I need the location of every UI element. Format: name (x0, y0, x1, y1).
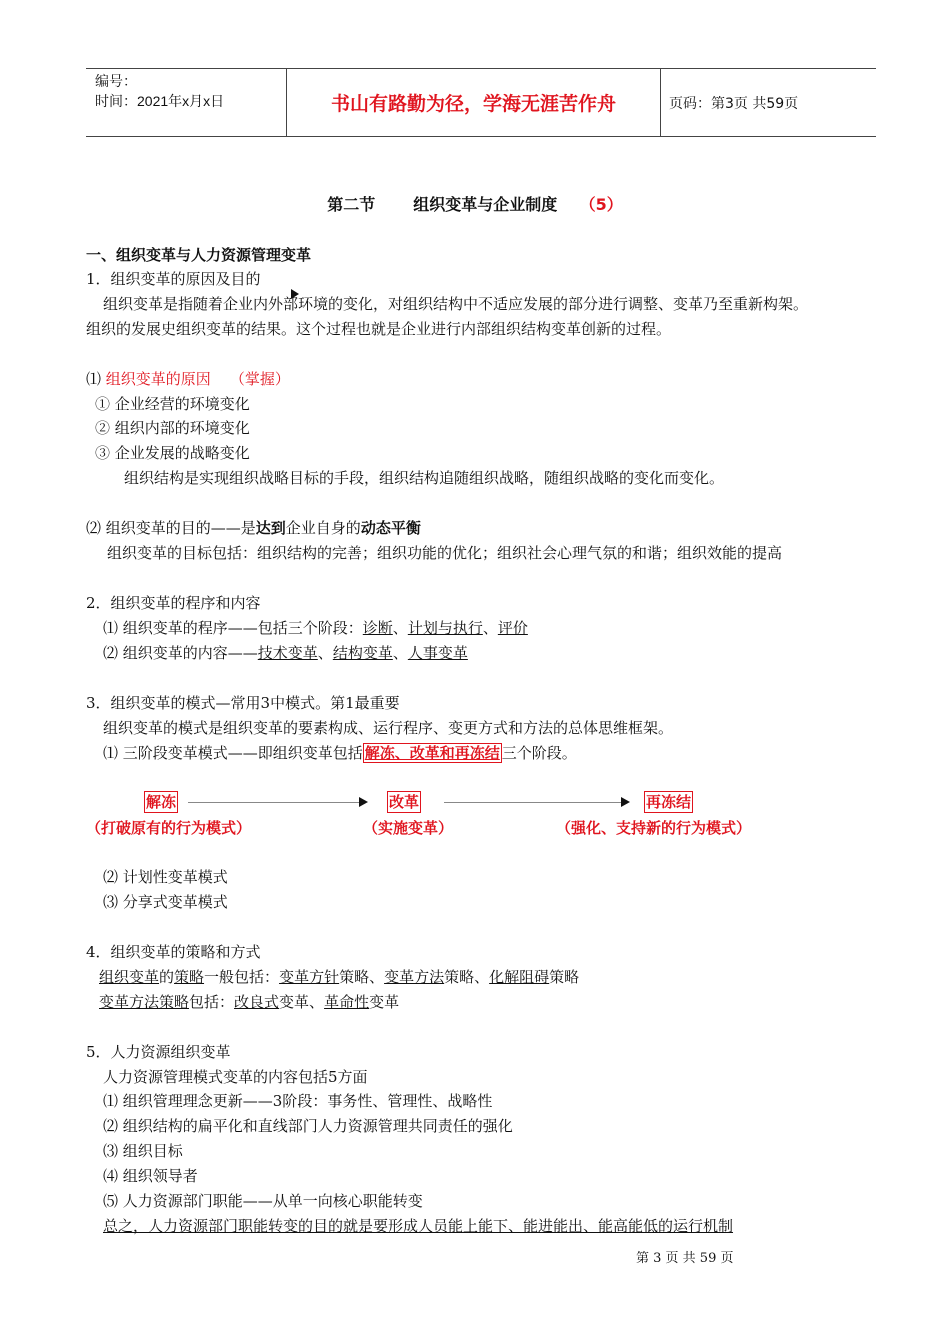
separator: 、 (392, 619, 408, 637)
hr-summary: 总之，人力资源部门职能转变的目的就是要形成人员能上能下、能进能出、能高能低的运行机制 (103, 1217, 734, 1235)
arrow-right-icon (188, 802, 366, 803)
goal-text: ⑵ 组织变革的目的——是 (86, 519, 256, 537)
stage-change-desc: （实施变革） (363, 819, 454, 837)
procedure-line (103, 617, 528, 639)
strategy-text: 的 (159, 968, 175, 986)
shared-model: ⑶ 分享式变革模式 (103, 893, 228, 911)
arrow-right-icon (444, 802, 628, 803)
hr-item: ⑸ 人力资源部门职能——从单一向核心职能转变 (103, 1192, 423, 1210)
section-title-main: 第二节 (327, 195, 376, 214)
revolution-term: 革命性 (324, 993, 370, 1011)
paragraph-definition-2: 组织的发展史组织变革的结果。这个过程也就是企业进行内部组织结构变革创新的过程。 (86, 320, 672, 338)
heading-2: 2．组织变革的程序和内容 (86, 594, 261, 612)
section-title (0, 194, 950, 216)
header-meta (86, 69, 287, 136)
paragraph-definition-1: 组织变革是指随着企业内外部环境的变化，对组织结构中不适应发展的部分进行调整、变革乃至重新构架。 (103, 295, 809, 313)
three-stage-text-end: 三个阶段。 (501, 744, 577, 762)
stage-change: 改革 (389, 793, 420, 811)
header-page-number: 页码：第3页 共59页 (669, 95, 799, 112)
content-text: ⑵ 组织变革的内容—— (103, 644, 258, 662)
stage-unfreeze-desc: （打破原有的行为模式） (86, 819, 252, 837)
stage-plan-execute: 计划与执行 (407, 619, 483, 637)
goal-bold-reach: 达到 (255, 519, 286, 537)
separator: 、 (317, 644, 333, 662)
three-stage-highlight: 解冻、改革和再冻结 (364, 744, 500, 762)
cause-tag: （掌握） (229, 370, 290, 388)
strategy-text: 策略 (549, 968, 580, 986)
hr-item: ⑵ 组织结构的扁平化和直线部门人力资源管理共同责任的强化 (103, 1117, 513, 1135)
three-stage-text: ⑴ 三阶段变革模式——即组织变革包括 (103, 744, 363, 762)
personnel-change: 人事变革 (407, 644, 468, 662)
separator: 、 (392, 644, 408, 662)
strategy-text: 策略、 (339, 968, 385, 986)
goal-items: 组织变革的目标包括：组织结构的完善；组织功能的优化；组织社会心理气氛的和谐；组织效能的提高 (107, 544, 783, 562)
stage-unfreeze: 解冻 (146, 793, 177, 811)
method-line (99, 991, 399, 1013)
goal-text: 企业自身的 (285, 519, 361, 537)
stage-refreeze: 再冻结 (646, 793, 692, 811)
hr-item: ⑴ 组织管理理念更新——3阶段：事务性、管理性、战略性 (103, 1092, 493, 1110)
structure-change: 结构变革 (332, 644, 393, 662)
strategy-line (99, 966, 579, 988)
hr-item: ⑶ 组织目标 (103, 1142, 183, 1160)
stage-diagnose: 诊断 (362, 619, 393, 637)
strategy-text: 策略、 (444, 968, 490, 986)
heading-5: 5．人力资源组织变革 (86, 1043, 231, 1061)
cause-item: ② 组织内部的环境变化 (95, 419, 250, 437)
model-definition: 组织变革的模式是组织变革的要素构成、运行程序、变更方式和方法的总体思维框架。 (103, 719, 674, 737)
heading-3: 3．组织变革的模式—常用3中模式。第1最重要 (86, 694, 400, 712)
goal-bold-balance: 动态平衡 (360, 519, 421, 537)
goal-heading (86, 517, 421, 539)
stage-evaluate: 评价 (497, 619, 528, 637)
cause-number: ⑴ (86, 370, 102, 388)
org-change-term: 组织变革 (99, 968, 160, 986)
strategy-note: 组织结构是实现组织战略目标的手段，组织结构追随组织战略，随组织战略的变化而变化。 (124, 469, 725, 487)
header-time: 时间：2021年x月x日 (95, 93, 225, 109)
cause-item: ③ 企业发展的战略变化 (95, 444, 250, 462)
tech-change: 技术变革 (257, 644, 318, 662)
method-text: 变革、 (279, 993, 325, 1011)
separator: 、 (482, 619, 498, 637)
content-line (103, 642, 468, 664)
header-number: 编号： (95, 73, 137, 89)
method-term: 变革方法 (384, 968, 445, 986)
section-title-number: （5） (579, 195, 623, 214)
planned-model: ⑵ 计划性变革模式 (103, 868, 228, 886)
method-text: 包括： (189, 993, 235, 1011)
resolve-term: 化解阻碍 (489, 968, 550, 986)
strategy-term: 策略 (174, 968, 205, 986)
procedure-text: ⑴ 组织变革的程序——包括三个阶段： (103, 619, 363, 637)
cause-title: 组织变革的原因 (105, 370, 211, 388)
chapter-heading: 一、组织变革与人力资源管理变革 (86, 246, 312, 264)
heading-4: 4．组织变革的策略和方式 (86, 943, 261, 961)
three-stage-line (103, 742, 577, 764)
hr-intro: 人力资源管理模式变革的内容包括5方面 (103, 1068, 368, 1086)
policy-term: 变革方针 (279, 968, 340, 986)
strategy-text: 一般包括： (204, 968, 280, 986)
cause-heading (86, 368, 290, 390)
reform-term: 改良式 (234, 993, 280, 1011)
heading-1: 1．组织变革的原因及目的 (86, 270, 261, 288)
section-title-sub: 组织变革与企业制度 (413, 195, 558, 214)
method-text: 变革 (369, 993, 400, 1011)
method-strategy-term: 变革方法策略 (99, 993, 190, 1011)
cause-item: ① 企业经营的环境变化 (95, 395, 250, 413)
stage-refreeze-desc: （强化、支持新的行为模式） (556, 819, 752, 837)
hr-item: ⑷ 组织领导者 (103, 1167, 198, 1185)
header-motto: 书山有路勤为径，学海无涯苦作舟 (287, 69, 661, 136)
page-footer: 第 3 页 共 59 页 (636, 1251, 734, 1266)
page-header (86, 68, 876, 137)
